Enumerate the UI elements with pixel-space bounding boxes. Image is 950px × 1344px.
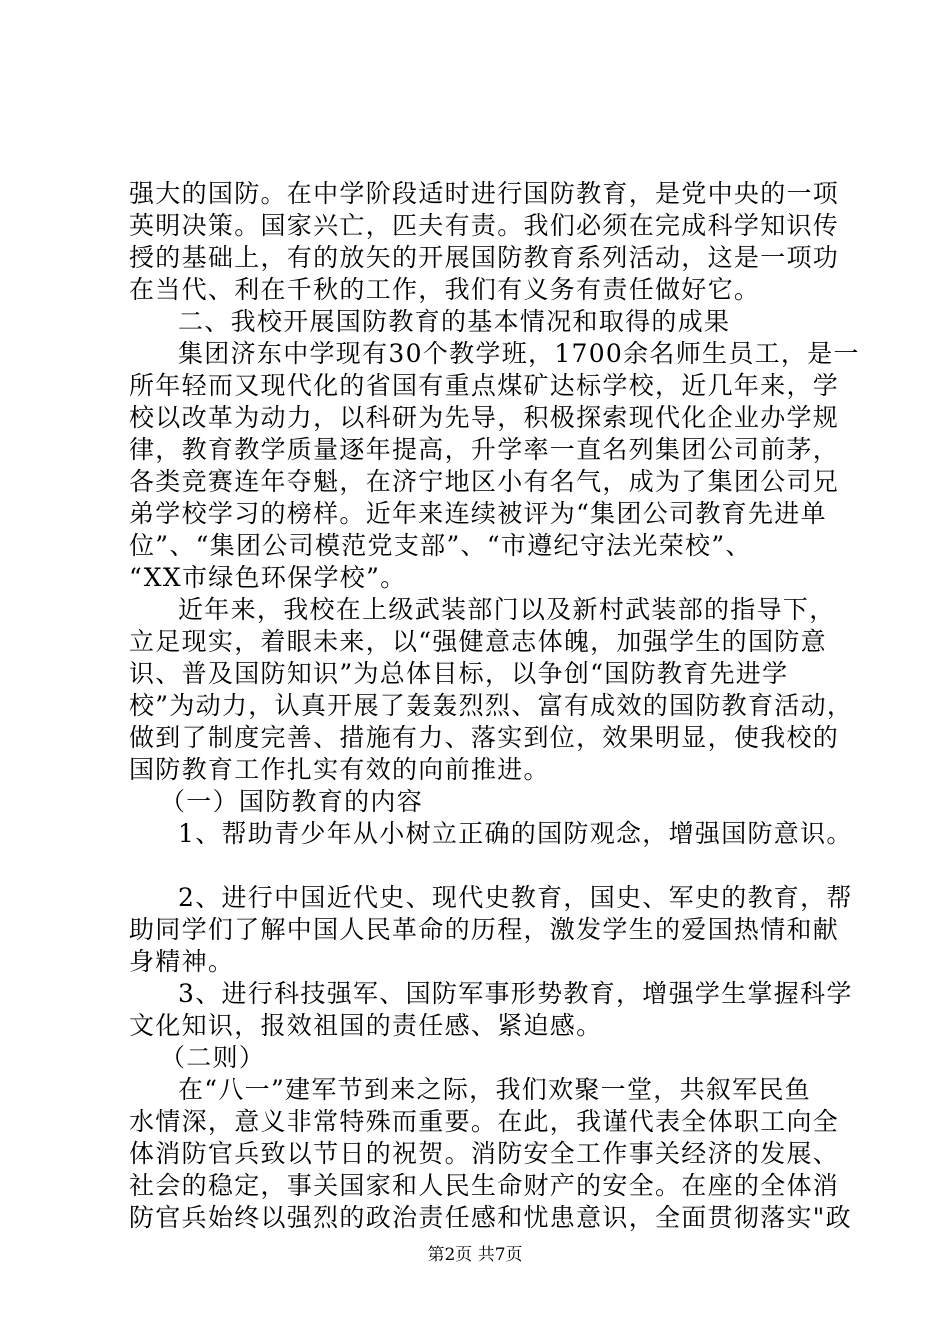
body-line: 文化知识，报效祖国的责任感、紧迫感。: [129, 1011, 603, 1040]
section-heading: （二则）: [160, 1043, 266, 1072]
body-line: 校以改革为动力，以科研为先导，积极探索现代化企业办学规: [129, 403, 840, 432]
body-line: 在“八一”建军节到来之际，我们欢聚一堂，共叙军民鱼: [178, 1075, 812, 1104]
body-line: 国防教育工作扎实有效的向前推进。: [129, 755, 550, 784]
body-line: 近年来，我校在上级武装部门以及新村武装部的指导下，: [178, 595, 836, 624]
body-line: 防官兵始终以强烈的政治责任感和忧患意识，全面贯彻落实"政: [129, 1203, 852, 1232]
body-line: 各类竞赛连年夺魁，在济宁地区小有名气，成为了集团公司兄: [129, 467, 840, 496]
section-heading: 二、我校开展国防教育的基本情况和取得的成果: [178, 307, 731, 336]
body-line: 身精神。: [129, 947, 235, 976]
list-item: 2、进行中国近代史、现代史教育，国史、军史的教育，帮: [178, 883, 853, 912]
body-line: 助同学们了解中国人民革命的历程，激发学生的爱国热情和献: [129, 915, 840, 944]
body-line: 英明决策。国家兴亡，匹夫有责。我们必须在完成科学知识传: [129, 211, 840, 240]
body-line: 集团济东中学现有30个教学班，1700余名师生员工，是一: [178, 339, 860, 368]
section-heading: （一）国防教育的内容: [160, 787, 424, 816]
list-item: 1、帮助青少年从小树立正确的国防观念，增强国防意识。: [178, 819, 853, 848]
body-line: 体消防官兵致以节日的祝贺。消防安全工作事关经济的发展、: [129, 1139, 840, 1168]
body-line: 立足现实，着眼未来，以“强健意志体魄，加强学生的国防意: [129, 627, 827, 656]
body-line: 弟学校学习的榜样。近年来连续被评为“集团公司教育先进单: [129, 499, 827, 528]
body-line: 律，教育教学质量逐年提高，升学率一直名列集团公司前茅，: [129, 435, 840, 464]
body-line: 识、普及国防知识”为总体目标，以争创“国防教育先进学: [129, 659, 789, 688]
body-line: “XX市绿色环保学校”。: [129, 563, 407, 592]
body-line: 校”为动力，认真开展了轰轰烈烈、富有成效的国防教育活动，: [129, 691, 854, 720]
page-footer: 第2页 共7页: [427, 1245, 523, 1265]
body-line: 强大的国防。在中学阶段适时进行国防教育，是党中央的一项: [129, 179, 840, 208]
body-line: 做到了制度完善、措施有力、落实到位，效果明显，使我校的: [129, 723, 840, 752]
body-line: 所年轻而又现代化的省国有重点煤矿达标学校，近几年来，学: [129, 371, 840, 400]
body-line: 在当代、利在千秋的工作，我们有义务有责任做好它。: [129, 275, 761, 304]
body-line: 授的基础上，有的放矢的开展国防教育系列活动，这是一项功: [129, 243, 840, 272]
list-item: 3、进行科技强军、国防军事形势教育，增强学生掌握科学: [178, 979, 853, 1008]
body-line: 社会的稳定，事关国家和人民生命财产的安全。在座的全体消: [129, 1171, 840, 1200]
body-line: 位”、“集团公司模范党支部”、“市遵纪守法光荣校”、: [129, 531, 752, 560]
body-line: 水情深，意义非常特殊而重要。在此，我谨代表全体职工向全: [129, 1107, 840, 1136]
